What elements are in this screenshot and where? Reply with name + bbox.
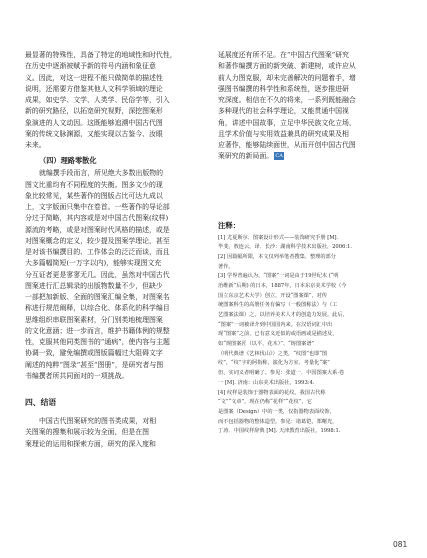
- text-line: 强图书编撰的科学性和系统性，逐步推进研: [218, 84, 349, 93]
- text-line: 是对该书编撰目的、工作体会的泛泛而谈，而且: [25, 248, 170, 256]
- text-line: 阐述的纯粹“图录”甚至“图册”，是研究者与图: [25, 360, 164, 369]
- text-line: 而不包括器物的整体造型。参见：诸葛铠，郑曙光，: [218, 418, 338, 425]
- left-column: [25, 0, 215, 450]
- body-paragraph-conclusion-continued: [218, 50, 407, 163]
- text-line: 对图案概念的定义，较少提及图案学理论，甚至: [25, 236, 170, 245]
- body-paragraph-conclusion: [25, 416, 215, 450]
- text-line: 说明，还需要方借鉴其他人文科学领域的理论: [25, 84, 163, 93]
- text-line: 协调一致，避免编撰或图版篇幅过大阻碍文字: [25, 349, 163, 358]
- text-line: [3] 学界普遍认为，“图案”一词是由于19世纪末 (“明: [218, 273, 339, 280]
- text-line: 思维组织串联图案素材，分门别类地梳理图案: [25, 315, 163, 324]
- text-line: 分过于简略，其内容或是对中国古代图案(纹样): [25, 214, 169, 223]
- text-line: 治维新”后期) 的日本，1887年，日本东京美术学校（今: [218, 282, 347, 289]
- text-line: 艺图案法课）之，以培养美术人才的创造力发展。此后，: [218, 312, 348, 318]
- text-line: 如“规图案匠（以平、花木）”、“铸图案谱”: [218, 341, 315, 348]
- text-line: 应著作，能够陆续面世，从而开创中国古代图: [218, 141, 356, 149]
- text-line: 图案进行汇总辑录的出版物数量不少，但缺少: [25, 281, 163, 290]
- text-line: 就编撰手段而言，所见绝大多数出版物的: [39, 169, 164, 178]
- right-column: [218, 0, 407, 437]
- text-line: 案的传统文脉渊源，又能实现以古鉴今、汝眼: [25, 129, 163, 138]
- text-line: 称进行规范阐释，以综合化、体系化的科学编目: [25, 304, 170, 313]
- body-paragraph-continuation: [25, 50, 215, 151]
- end-mark-badge: CA: [275, 153, 283, 160]
- text-line: 源流的考略，或是对图案时代风格的描述，或是: [25, 225, 170, 234]
- text-line: [4] 纹样是装饰于器物表面的花纹。我国古代称: [218, 389, 326, 396]
- subsection-heading: （四）理路零散化: [39, 156, 97, 166]
- text-line: 统图案科生的高册任务有偏写（一般图称法）与（工: [218, 302, 338, 309]
- notes-title: 注释：: [218, 220, 241, 230]
- text-line: 丁涛．中国纹样辞典 [M]. 天津教育出版社，1998:1.: [218, 428, 341, 435]
- section-heading-conclusion: 四、结语: [25, 398, 57, 407]
- text-line: 的文化意涵；进一步而言，维护书籍体例的规整: [25, 326, 170, 335]
- text-line: 现“图案”之前，已有意义近似的或语画或是描述及，: [218, 331, 338, 338]
- page-number: 081: [393, 540, 408, 549]
- text-line: 一部把加新版、全面的图案汇编全集，对图案名: [25, 293, 170, 301]
- text-line: 书编撰者所共同面对的一项挑战。: [25, 371, 129, 380]
- text-line: 延展度还有所不足。在“中国古代图案”研究: [218, 51, 350, 59]
- text-line: 是图案（Design）中的一类，仅指器物表面纹饰，: [218, 408, 335, 415]
- text-line: 新的研究路径，以拓宽研究视野，深挖图案形: [25, 107, 163, 116]
- text-line: 和著作编撰方面的新突破、新建树，或许应从: [218, 62, 356, 71]
- text-line: 图文比重均有不同程度的失衡。图多文少的现: [25, 180, 163, 189]
- text-line: 著作。: [218, 263, 234, 270]
- text-line: 纹”，“纹”字的阿指称，演化为方室、考量化“案”: [218, 360, 330, 367]
- text-line: 大多篇幅简短(一万字以内)，能够实现图文充: [25, 259, 162, 268]
- text-line: 义。因此，对这一进程不能只做简单的描述性: [25, 73, 163, 82]
- text-line: [1] 尤夏斯尔．图案设计形式——装饰研究手册 [M].: [218, 234, 339, 241]
- text-line: 国立东京艺术大学）创立，开设“图案课”，对传: [218, 292, 328, 299]
- body-paragraph-fragmentation: [25, 168, 215, 382]
- text-line: 上，文字版面只集中在卷首。一些著作的导论部: [25, 203, 170, 211]
- text-line: （明代典谱《艺林伐山》）之类，“纹图”也即“图: [218, 350, 328, 357]
- text-line: 象演进的人文动因。这既能够追溯中国古代图: [25, 118, 163, 127]
- text-line: 一 [M]. 济南：山东美术出版社，1993:4.: [218, 379, 315, 386]
- text-line: 性，克服其他同类图书的“通病”，使内容与主题: [25, 338, 170, 346]
- text-line: [2] 因篇幅所限，本文仅列举笔者搜集、整理的部分: [218, 253, 336, 260]
- text-line: 在历史中逐渐被赋予新的符号内涵和象征意: [25, 62, 156, 71]
- text-line: 且学术价值与实用效益兼具的研究成果及相: [218, 129, 349, 138]
- text-line: 前人力图克服，却未完善解决的问题着手，增: [218, 73, 356, 82]
- text-line: 分互证者更是寥寥无几。因此，虽然对中国古代: [25, 270, 170, 279]
- text-line: “文”“文章”，现在仍称“花样”“花纹”，它: [218, 399, 312, 406]
- text-line: 象比较常见，某些著作的图版占比可达九成以: [25, 191, 163, 200]
- text-line: 案理论的运用和探索方面，研究的深入度和: [25, 439, 156, 448]
- text-line: 中国古代图案研究的图书类成果，对相: [39, 417, 157, 425]
- text-line: “图案”一词被译介到中国国内来。在汉语词汇中出: [218, 321, 333, 328]
- text-line: 未来。: [25, 141, 46, 149]
- text-line: 关图案的搜集和展示较为全面，但是在图: [25, 428, 150, 437]
- text-line: 角，讲述中国故事，立足中华民族文化立场，: [218, 118, 356, 127]
- notes-list: [218, 234, 407, 437]
- text-line: 但，实词义者明确了。参见：张道一．中国图案大系·卷: [218, 370, 345, 377]
- text-line: 案研究的新局面。 CA: [218, 152, 283, 161]
- text-line: 多种现代的社会科学理论，又能贯通中国视: [218, 107, 349, 116]
- text-line: 最显著的特殊性，具备了特定的地域性和时代性，: [25, 51, 177, 59]
- text-line: 毕斐，敖连云，译．长沙：湖南科学技术出版社，2006:1.: [218, 244, 353, 251]
- text-line: 究深度。相信在不久的将来，一系列既能融合: [218, 96, 356, 104]
- text-line: 成果，如史学、文学、人类学、民俗学等，引入: [25, 96, 170, 104]
